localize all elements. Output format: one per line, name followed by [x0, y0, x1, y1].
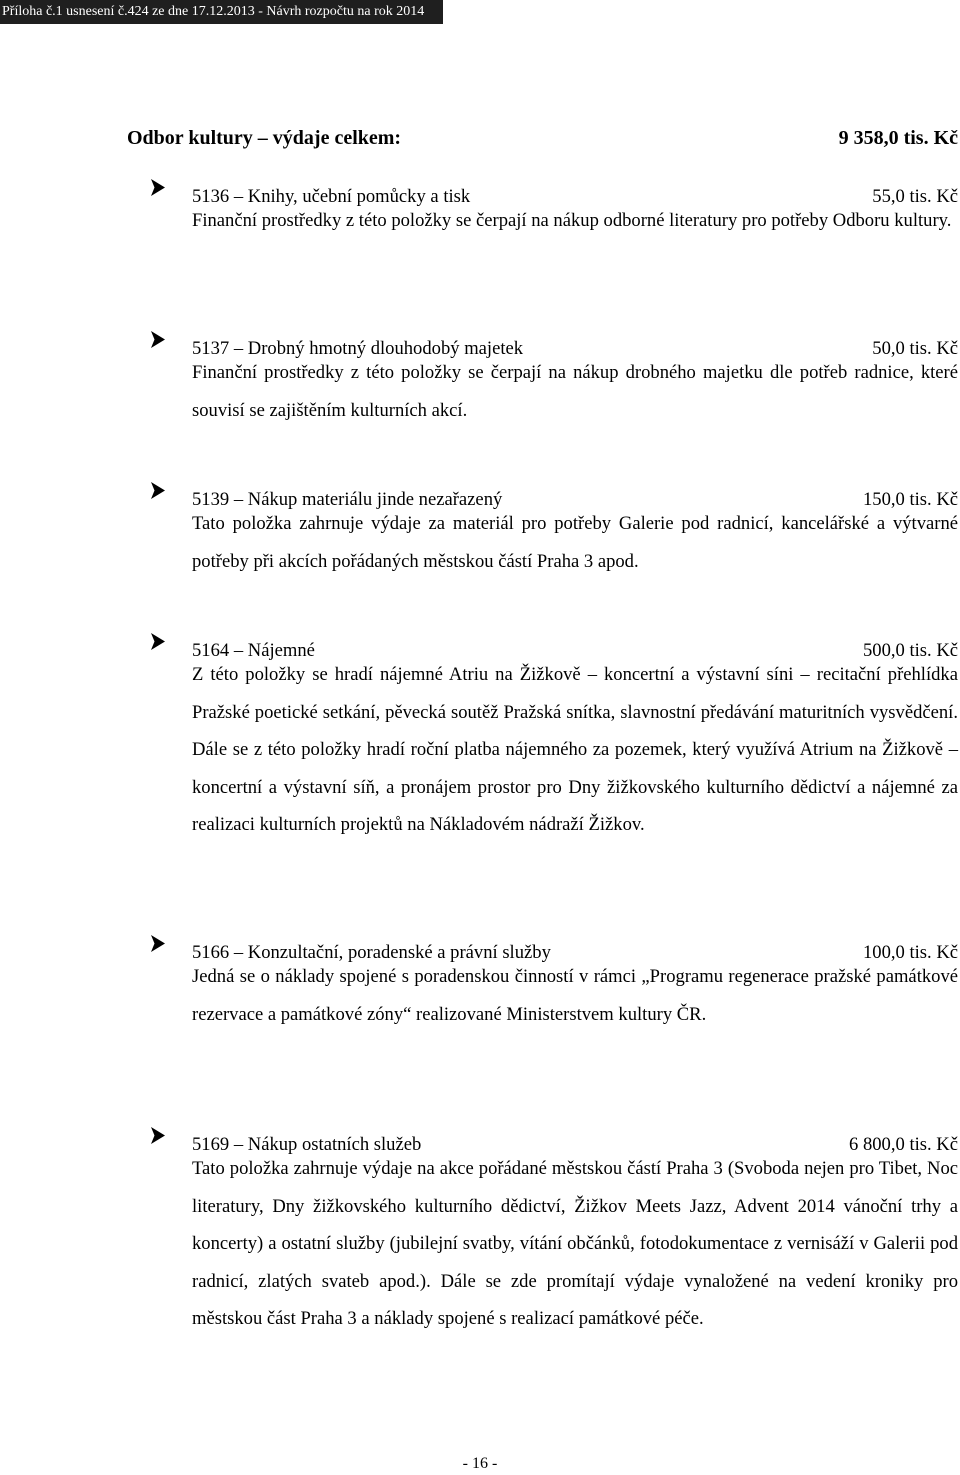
item-description: Tato položka zahrnuje výdaje za materiál pro potřeby Galerie pod radnicí, kancelářské a výtvarné potřeby při akcích pořádaných městskou částí Praha 3 apod. [192, 513, 958, 572]
item-description: Z této položky se hradí nájemné Atriu na Žižkově – koncertní a výstavní síni – recitační přehlídka Pražské poetické setkání, pěvecká soutěž Pražská snítka, slavnostní předávání maturitních vysvědčení. Dále se z této položky hradí roční platba nájemného za pozemek, který využívá Atrium na Žižkově – koncertní a výstavní síň, a pronájem prostor pro Dny žižkovského kulturního dědictví a nájemné za realizaci kulturních projektů na Nákladovém nádraží Žižkov. [192, 664, 958, 836]
department-total [127, 124, 958, 152]
arrow-bullet-icon [150, 324, 192, 354]
item-amount: 55,0 tis. Kč [872, 186, 958, 207]
item-title: 5137 – Drobný hmotný dlouhodobý majetek [192, 338, 524, 359]
item-title: 5139 – Nákup materiálu jinde nezařazený [192, 489, 503, 510]
arrow-bullet-icon [150, 475, 192, 505]
budget-item-5166 [150, 928, 958, 1033]
arrow-bullet-icon [150, 626, 192, 656]
document-header: Příloha č.1 usnesení č.424 ze dne 17.12.2013 - Návrh rozpočtu na rok 2014 [0, 0, 443, 24]
budget-item-5169 [150, 1120, 958, 1338]
arrow-bullet-icon [150, 928, 192, 958]
item-amount: 50,0 tis. Kč [872, 338, 958, 359]
budget-item-5164 [150, 626, 958, 844]
item-amount: 6 800,0 tis. Kč [849, 1134, 958, 1155]
item-description: Jedná se o náklady spojené s poradenskou činností v rámci „Programu regenerace pražské památkové rezervace a památkové zóny“ realizované Ministerstvem kultury ČR. [192, 966, 958, 1025]
arrow-bullet-icon [150, 1120, 192, 1150]
budget-item-5137 [150, 324, 958, 429]
item-title: 5164 – Nájemné [192, 640, 315, 661]
item-amount: 500,0 tis. Kč [862, 640, 958, 661]
budget-item-5139 [150, 475, 958, 580]
item-title: 5136 – Knihy, učební pomůcky a tisk [192, 186, 471, 207]
arrow-bullet-icon [150, 172, 192, 202]
item-description: Finanční prostředky z této položky se čerpají na nákup drobného majetku dle potřeb radnice, které souvisí se zajištěním kulturních akcí. [192, 362, 958, 421]
item-description: Finanční prostředky z této položky se čerpají na nákup odborné literatury pro potřeby Odboru kultury. [192, 210, 952, 231]
budget-item-5136 [150, 172, 958, 240]
page-number: - 16 - [462, 1455, 498, 1472]
item-description: Tato položka zahrnuje výdaje na akce pořádané městskou částí Praha 3 (Svoboda nejen pro Tibet, Noc literatury, Dny žižkovského kulturního dědictví, Žižkov Meets Jazz, Advent 2014 vánoční trhy a koncerty) a ostatní služby (jubilejní svatby, vítání občánků, fotodokumentace z vernisáží v Galerii pod radnicí, zlatých svateb apod.). Dále se zde promítají výdaje vynaložené na vedení kroniky pro městskou část Praha 3 a náklady spojené s realizací památkové péče. [192, 1158, 958, 1330]
total-amount: 9 358,0 tis. Kč [838, 127, 958, 149]
item-title: 5166 – Konzultační, poradenské a právní služby [192, 942, 551, 963]
item-title: 5169 – Nákup ostatních služeb [192, 1134, 422, 1155]
item-amount: 150,0 tis. Kč [862, 489, 958, 510]
total-label: Odbor kultury – výdaje celkem: [127, 127, 402, 149]
item-amount: 100,0 tis. Kč [862, 942, 958, 963]
